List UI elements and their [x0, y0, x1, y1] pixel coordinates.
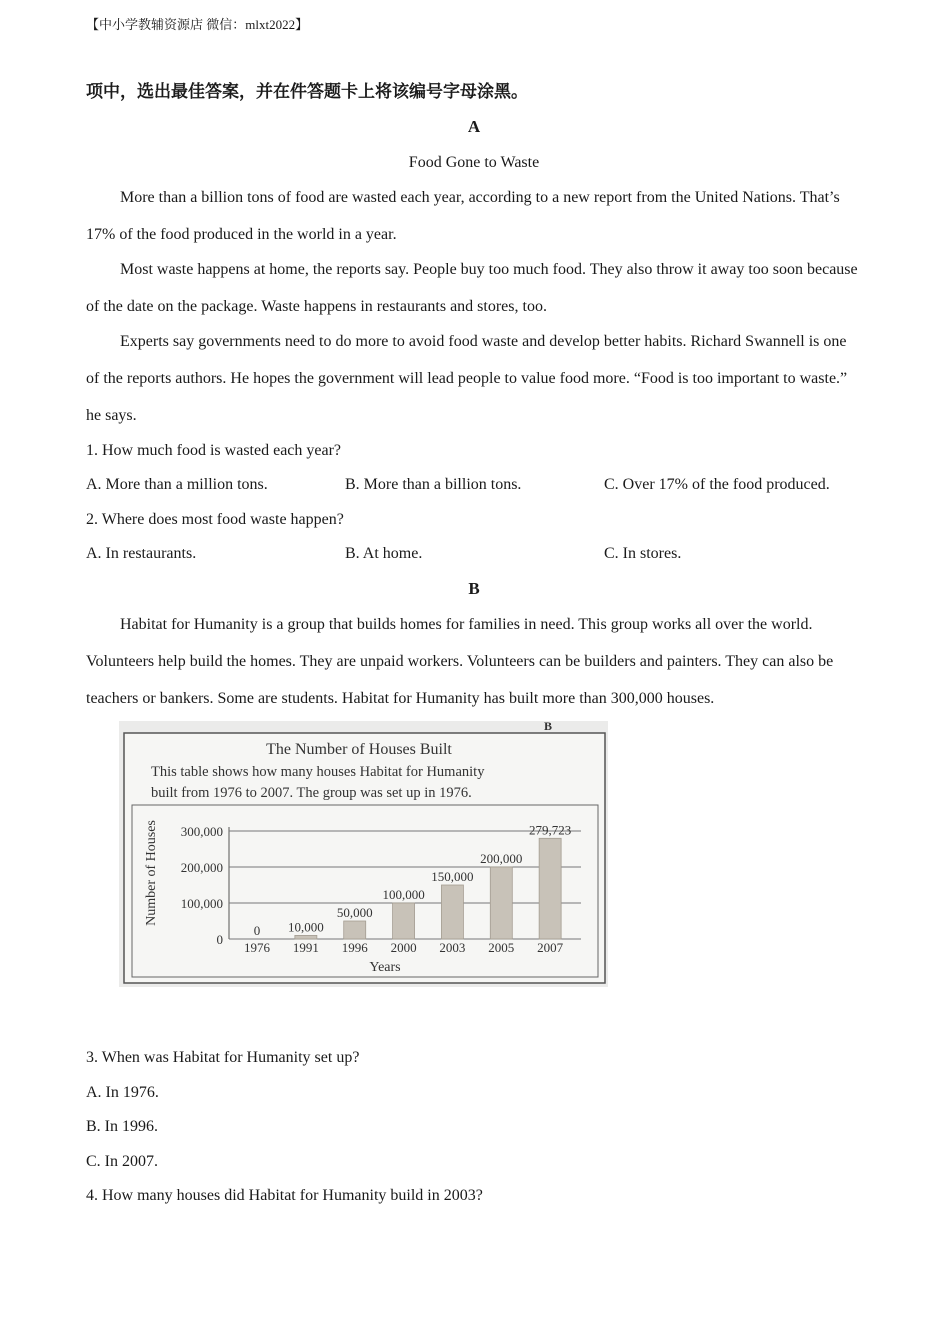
x-tick-label-2007: 2007: [537, 940, 564, 955]
bar-2003: [441, 885, 463, 939]
instruction-text: 项中，选出最佳答案，并在件答题卡上将该编号字母涂黑。: [86, 82, 528, 102]
chart-title: The Number of Houses Built: [266, 741, 452, 758]
x-tick-label-1976: 1976: [244, 940, 270, 955]
question-2-options: [86, 545, 862, 567]
section-a-paragraph-1: More than a billion tons of food are wasted each year, according to a new report from the United Nations. That’s 17% of the food produced in the world in a year.: [86, 189, 840, 243]
y-tick-label-3: 300,000: [180, 824, 223, 839]
question-3: 3. When was Habitat for Humanity set up?: [86, 1049, 360, 1066]
chart-corner-mark: B: [544, 721, 553, 733]
data-label-1996: 50,000: [336, 905, 373, 920]
x-tick-label-2005: 2005: [488, 940, 515, 955]
question-2: 2. Where does most food waste happen?: [86, 511, 344, 528]
x-tick-label-1991: 1991: [292, 940, 319, 955]
q2-option-a[interactable]: A. In restaurants.: [86, 545, 197, 562]
question-4: 4. How many houses did Habitat for Humanity build in 2003?: [86, 1187, 483, 1204]
q3-option-a[interactable]: A. In 1976.: [86, 1084, 159, 1101]
x-tick-label-2003: 2003: [439, 940, 466, 955]
section-b-paragraph-1: Habitat for Humanity is a group that builds homes for families in need. This group works all over the world. Volunteers help build the homes. They are unpaid workers. Volunteers can be builders and painters. They can also be teachers or bankers. Some are students. Habitat for Humanity has built more than 300,000 houses.: [86, 616, 834, 707]
data-label-2000: 100,000: [382, 887, 425, 902]
section-a-title: Food Gone to Waste: [408, 154, 540, 171]
question-1: 1. How much food is wasted each year?: [86, 442, 342, 459]
section-b-letter: B: [468, 579, 480, 598]
houses-built-chart: [119, 721, 608, 987]
bar-1996: [344, 921, 366, 939]
chart-y-axis-label: Number of Houses: [144, 820, 159, 926]
x-tick-label-1996: 1996: [341, 940, 368, 955]
q2-option-b[interactable]: B. At home.: [345, 545, 423, 562]
chart-subtitle-line-1: This table shows how many houses Habitat for Humanity: [151, 764, 485, 780]
data-label-1991: 10,000: [287, 919, 324, 935]
data-label-2003: 150,000: [431, 869, 474, 884]
q3-option-b[interactable]: B. In 1996.: [86, 1118, 158, 1135]
bar-2005: [490, 867, 512, 939]
y-tick-label-2: 200,000: [180, 860, 223, 875]
q3-option-c[interactable]: C. In 2007.: [86, 1153, 158, 1170]
page-header: 【中小学教辅资源店 微信：mlxt2022】: [86, 17, 309, 32]
bar-2007: [539, 838, 561, 939]
x-tick-label-2000: 2000: [390, 940, 417, 955]
section-a-paragraph-3: Experts say governments need to do more to avoid food waste and develop better habits. Richard Swannell is one of the reports authors. He hopes the government will lead people to value food more. “Food is too important to waste.” he says.: [86, 333, 848, 424]
y-tick-label-0: 0: [216, 932, 223, 947]
y-tick-label-1: 100,000: [180, 896, 223, 911]
chart-subtitle-line-2: built from 1976 to 2007. The group was set up in 1976.: [151, 785, 472, 801]
data-label-1976: 0: [253, 923, 261, 938]
question-1-options: [86, 476, 862, 498]
q1-option-a[interactable]: A. More than a million tons.: [86, 476, 268, 493]
q1-option-c[interactable]: C. Over 17% of the food produced.: [604, 476, 830, 493]
q2-option-c[interactable]: C. In stores.: [604, 545, 682, 562]
bar-1991: [295, 935, 317, 939]
section-a-letter: A: [467, 117, 481, 136]
chart-x-axis-label: Years: [369, 960, 401, 975]
section-a-paragraph-2: Most waste happens at home, the reports say. People buy too much food. They also throw it away too soon because of the date on the package. Waste happens in restaurants and stores, too.: [86, 261, 858, 315]
data-label-2007: 279,723: [529, 822, 572, 838]
bar-2000: [393, 903, 415, 939]
data-label-2005: 200,000: [480, 851, 523, 866]
q1-option-b[interactable]: B. More than a billion tons.: [345, 476, 522, 493]
